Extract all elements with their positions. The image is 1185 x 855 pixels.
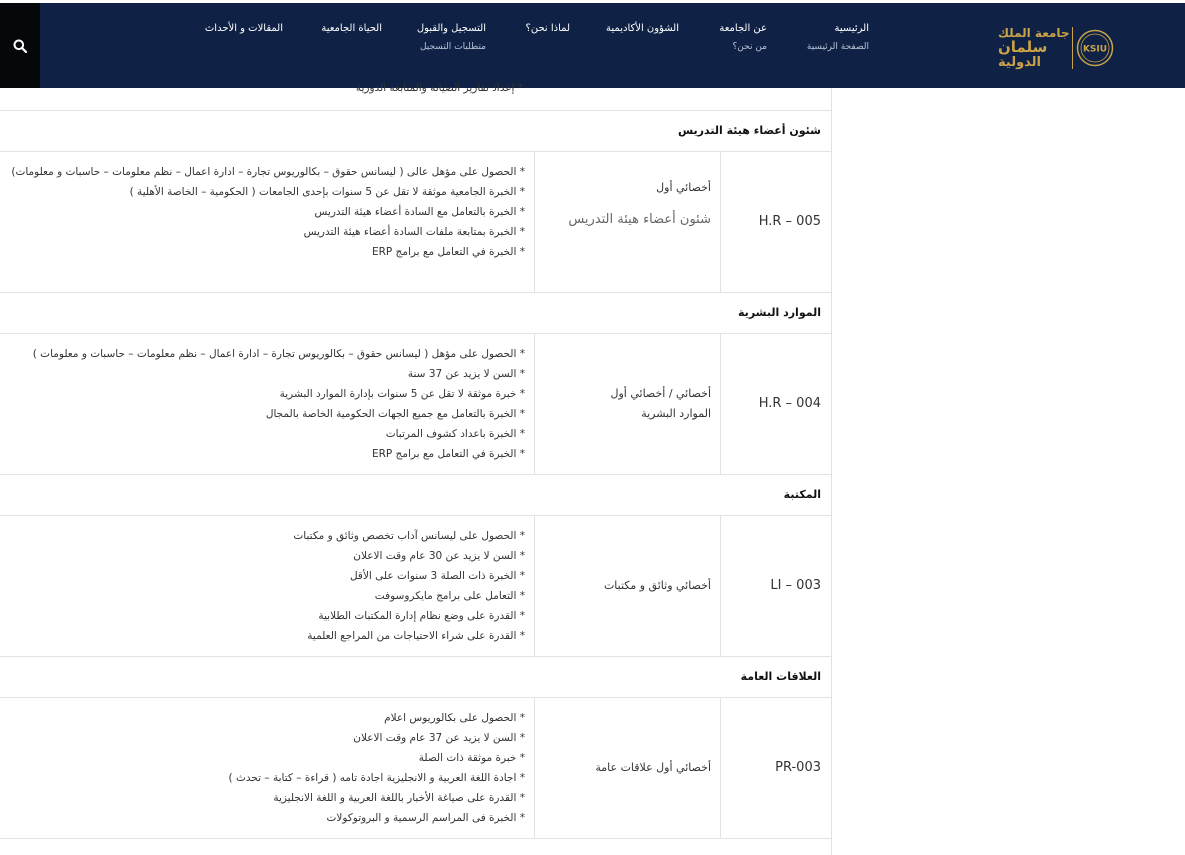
requirement-item: * السن لا يزيد عن 30 عام وقت الاعلان (353, 550, 525, 562)
search-button[interactable] (0, 3, 40, 88)
requirement-item: * الخبرة في التعامل مع برامج ERP (371, 448, 525, 460)
requirement-item: * السن لا يزيد عن 37 سنة (407, 368, 525, 380)
cell-divider (534, 516, 535, 656)
university-logo[interactable] (998, 25, 1116, 71)
requirement-item: * الخبرة بالتعامل مع جميع الجهات الحكومية الخاصة بالمجال (265, 408, 525, 420)
jobs-table (0, 82, 832, 855)
site-header (0, 3, 1185, 88)
logo-wordmark (998, 25, 1070, 71)
nav-item-admission[interactable] (417, 23, 486, 52)
department-header-row (0, 475, 831, 516)
department-header-row (0, 111, 831, 152)
department-title: شئون أعضاء هيئة التدريس (678, 124, 821, 137)
requirement-item: * التعامل على برامج مايكروسوفت (374, 590, 525, 602)
requirements-list (5, 526, 525, 646)
nav-label: الشؤون الأكاديمية (606, 23, 679, 34)
requirement-item: * الحصول على ليسانس آداب تخصص وثائق و مكتبات (293, 530, 525, 542)
requirement-item: * الخبرة بالتعامل مع السادة أعضاء هيئة التدريس (314, 206, 525, 218)
university-seal-icon (1076, 29, 1114, 67)
nav-label: التسجيل والقبول (416, 23, 486, 34)
table-row (0, 516, 831, 657)
job-title-line: أخصائي وثائق و مكتبات (603, 579, 711, 592)
requirement-item: * الحصول على بكالوريوس اعلام (384, 712, 525, 724)
requirement-item: * الخبرة ذات الصلة 3 سنوات على الأقل (349, 570, 525, 582)
nav-sub-label[interactable]: من نحن؟ (732, 42, 767, 52)
job-title-line: أخصائي أول (656, 181, 711, 194)
nav-label: عن الجامعة (719, 23, 767, 34)
nav-item-academic[interactable] (606, 23, 679, 34)
job-title-department: شئون أعضاء هيئة التدريس (568, 212, 711, 227)
nav-label: الحياة الجامعية (321, 23, 382, 34)
department-title: العلاقات العامة (740, 670, 821, 683)
cell-divider (534, 334, 535, 474)
requirement-item: * القدرة على وضع نظام إدارة المكتبات الطلابية (318, 610, 525, 622)
job-title (541, 576, 711, 596)
job-title (541, 384, 711, 424)
requirement-item: * الحصول على مؤهل ( ليسانس حقوق – بكالوريوس تجارة – ادارة اعمال – نظم معلومات – حاسبات و معلومات ) (32, 348, 525, 360)
department-title: المكتبة (783, 488, 821, 501)
requirement-item: * القدرة على صياغة الأخبار باللغة العربية و اللغة الانجليزية (273, 792, 525, 804)
job-code: LI – 003 (770, 578, 821, 593)
cell-divider (534, 698, 535, 838)
nav-item-why-us[interactable] (526, 23, 570, 34)
requirement-item: * الخبرة الجامعية موثقة لا تقل عن 5 سنوات بإحدى الجامعات ( الحكومية – الخاصة الأهلية ) (129, 186, 525, 198)
nav-item-campus-life[interactable] (321, 23, 382, 34)
job-title (541, 178, 711, 230)
table-row (0, 698, 831, 839)
table-row (0, 334, 831, 475)
requirement-item: * السن لا يزيد عن 37 عام وقت الاعلان (353, 732, 525, 744)
table-row (0, 152, 831, 293)
requirement-item: * الخبرة فى المراسم الرسمية و البروتوكولات (326, 812, 525, 824)
requirement-partial: * إعداد تقارير الصيانة والمتابعة الدورية (355, 82, 523, 94)
search-icon (13, 39, 27, 53)
requirement-item: * اجادة اللغة العربية و الانجليزية اجادة تامه ( قراءة – كتابة – تحدث ) (228, 772, 525, 784)
department-header-row (0, 657, 831, 698)
cell-divider (534, 152, 535, 292)
nav-item-home[interactable] (807, 23, 869, 52)
job-title (541, 758, 711, 778)
job-code: PR-003 (775, 760, 821, 775)
seal-text: KSIU (1082, 44, 1108, 55)
logo-line-3: الدولية (998, 55, 1041, 70)
nav-item-articles-events[interactable] (205, 23, 283, 34)
requirement-item: * خبرة موثقة لا تقل عن 5 سنوات بإدارة الموارد البشرية (279, 388, 525, 400)
requirement-item: * خبرة موثقة ذات الصلة (418, 752, 525, 764)
department-title: الموارد البشرية (738, 306, 821, 319)
job-code: H.R – 005 (758, 214, 821, 229)
nav-sub-label[interactable]: متطلبات التسجيل (419, 42, 486, 52)
requirement-item: * الخبرة بمتابعة ملفات السادة أعضاء هيئة التدريس (303, 226, 525, 238)
requirement-item: * الخبرة في التعامل مع برامج ERP (371, 246, 525, 258)
job-title-line: أخصائي / أخصائي أول (610, 387, 711, 400)
nav-label: الرئيسية (834, 23, 869, 34)
requirement-item: * القدرة على شراء الاحتياجات من المراجع العلمية (307, 630, 525, 642)
requirements-list (5, 708, 525, 828)
job-title-line: أخصائي أول علاقات عامة (595, 761, 711, 774)
nav-label: المقالات و الأحداث (204, 23, 283, 34)
job-title-line: الموارد البشرية (641, 407, 711, 420)
table-row-partial (0, 82, 831, 111)
job-code: H.R – 004 (758, 396, 821, 411)
nav-item-about[interactable] (719, 23, 767, 52)
logo-line-2: سلمان (998, 38, 1048, 56)
requirements-list (5, 162, 525, 262)
logo-line-1: جامعة الملك (998, 26, 1070, 40)
requirements-list (5, 344, 525, 464)
requirement-item: * الحصول على مؤهل عالى ( ليسانس حقوق – بكالوريوس تجارة – ادارة اعمال – نظم معلومات – حاسبات و معلومات) (11, 166, 525, 178)
nav-label: لماذا نحن؟ (525, 23, 570, 34)
table-row-partial (0, 839, 831, 855)
logo-divider (1072, 27, 1073, 69)
requirement-item: * الخبرة باعداد كشوف المرتبات (385, 428, 525, 440)
nav-sub-label[interactable]: الصفحة الرئيسية (806, 42, 869, 52)
department-header-row (0, 293, 831, 334)
